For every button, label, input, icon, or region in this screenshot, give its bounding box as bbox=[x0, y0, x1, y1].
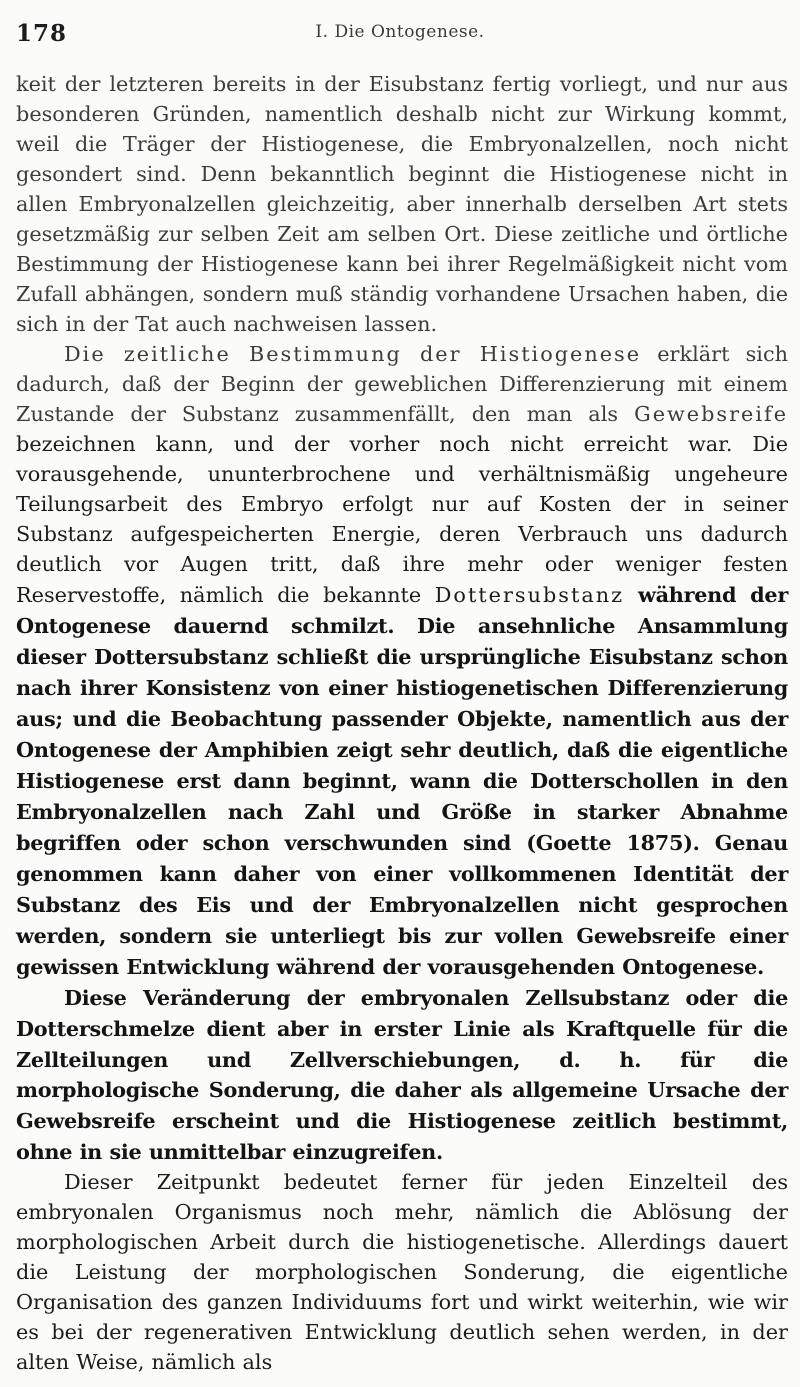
paragraph-1 bbox=[16, 70, 788, 340]
paragraph-text: Dieser Zeitpunkt bedeutet ferner für jeden Einzelteil des embryonalen Organismus noch mehr, nämlich die Ablösung der morphologischen Arbeit durch die histiogenetische. Allerdings dauert die Leistung der morphologischen Sonderung, die eigentliche Organisation des ganzen Individuums fort und wirkt weiterhin, wie wir es bei der regenerativen Entwicklung deutlich sehen werden, in der alten Weise, nämlich als bbox=[16, 1170, 788, 1375]
paragraph-text: keit der letzteren bereits in der Eisubstanz fertig vorliegt, und nur aus besonderen Gründen, namentlich deshalb nicht zur Wirkung kommt, weil die Träger der Histiogenese, die Embryonalzellen, noch nicht gesondert sind. Denn bekanntlich beginnt die Histiogenese nicht in allen Embryonalzellen gleichzeitig, aber innerhalb derselben Art stets gesetzmäßig zur selben Zeit am selben Ort. Diese zeitliche und örtliche Bestimmung der Histiogenese kann bei ihrer Regelmäßigkeit nicht vom Zufall abhängen, sondern muß ständig vorhandene Ursachen haben, die sich in der Tat auch nachweisen lassen. bbox=[16, 72, 788, 336]
paragraph-text: erklärt sich dadurch, daß der Beginn der geweblichen Differenzierung mit einem Zustande der Substanz zusammenfällt, den man als bbox=[16, 341, 788, 426]
body-text bbox=[16, 70, 788, 1378]
spaced-emphasis-dotterschmelze: Dotterschmelze bbox=[16, 1015, 195, 1041]
page-number: 178 bbox=[16, 20, 68, 47]
paragraph-text-heavy: dient aber in erster Linie als Kraftquelle für die Zellteilungen und Zellverschiebungen, d. h. für die morphologische Sonderung, die daher bbox=[16, 1015, 788, 1103]
author-citation-goette: Goette bbox=[535, 829, 612, 855]
paragraph-text-heavy: 1875). Genau genommen kann daher von einer vollkommenen Identität der Substanz des Eis und der Embryonalzellen nicht gesprochen werden, sondern sie unterliegt bis zur vollen Gewebsreife einer gewissen Entwicklung während der vorausgehenden Ontogenese. bbox=[16, 829, 788, 979]
paragraph-2 bbox=[16, 340, 788, 983]
paragraph-text-heavy: während der Ontogenese dauernd schmilzt. Die ansehnliche Ansammlung dieser Dottersubstanz schließt die ursprüngliche Eisubstanz schon nach ihrer Konsistenz von einer histiogenetischen Differenzierung aus; und die Beobachtung passender Objekte, namentlich aus der Ontogenese der Amphibien zeigt sehr deutlich, daß die eigentliche Histiogenese erst dann beginnt, wann die Dotterschollen in den Embryonalzellen nach Zahl und Größe in starker Abnahme begriffen oder schon verschwunden sind ( bbox=[16, 581, 788, 855]
running-title: I. Die Ontogenese. bbox=[315, 22, 485, 42]
page-header bbox=[16, 18, 784, 52]
spaced-emphasis-dottersubstanz: Dottersubstanz bbox=[434, 582, 625, 607]
spaced-emphasis-zeitliche-bestimmung: Die zeitliche Bestimmung der Histiogenese bbox=[64, 341, 642, 366]
paragraph-text-heavy: Diese Veränderung der embryonalen Zellsubstanz oder die bbox=[64, 984, 788, 1010]
spaced-emphasis-allgemeine-ursache: als allgemeine Ursache der Gewebsreife erscheint und die Histiogenese zeitlich bestimmt, ohne in sie unmittelbar einzugreifen. bbox=[16, 1077, 788, 1165]
paragraph-4 bbox=[16, 1168, 788, 1378]
paragraph-3 bbox=[16, 983, 788, 1169]
spaced-emphasis-gewebsreife: Gewebsreife bbox=[634, 401, 788, 426]
paragraph-text: bezeichnen kann, und der vorher noch nicht erreicht war. Die vorausgehende, ununterbrochene und verhältnismäßig ungeheure Teilungsarbeit des Embryo erfolgt nur auf Kosten der in seiner Substanz aufgespeicherten Energie, deren Verbrauch uns dadurch deutlich vor Augen tritt, daß ihre mehr oder weniger festen Reservestoffe, nämlich die bekannte bbox=[16, 431, 788, 607]
